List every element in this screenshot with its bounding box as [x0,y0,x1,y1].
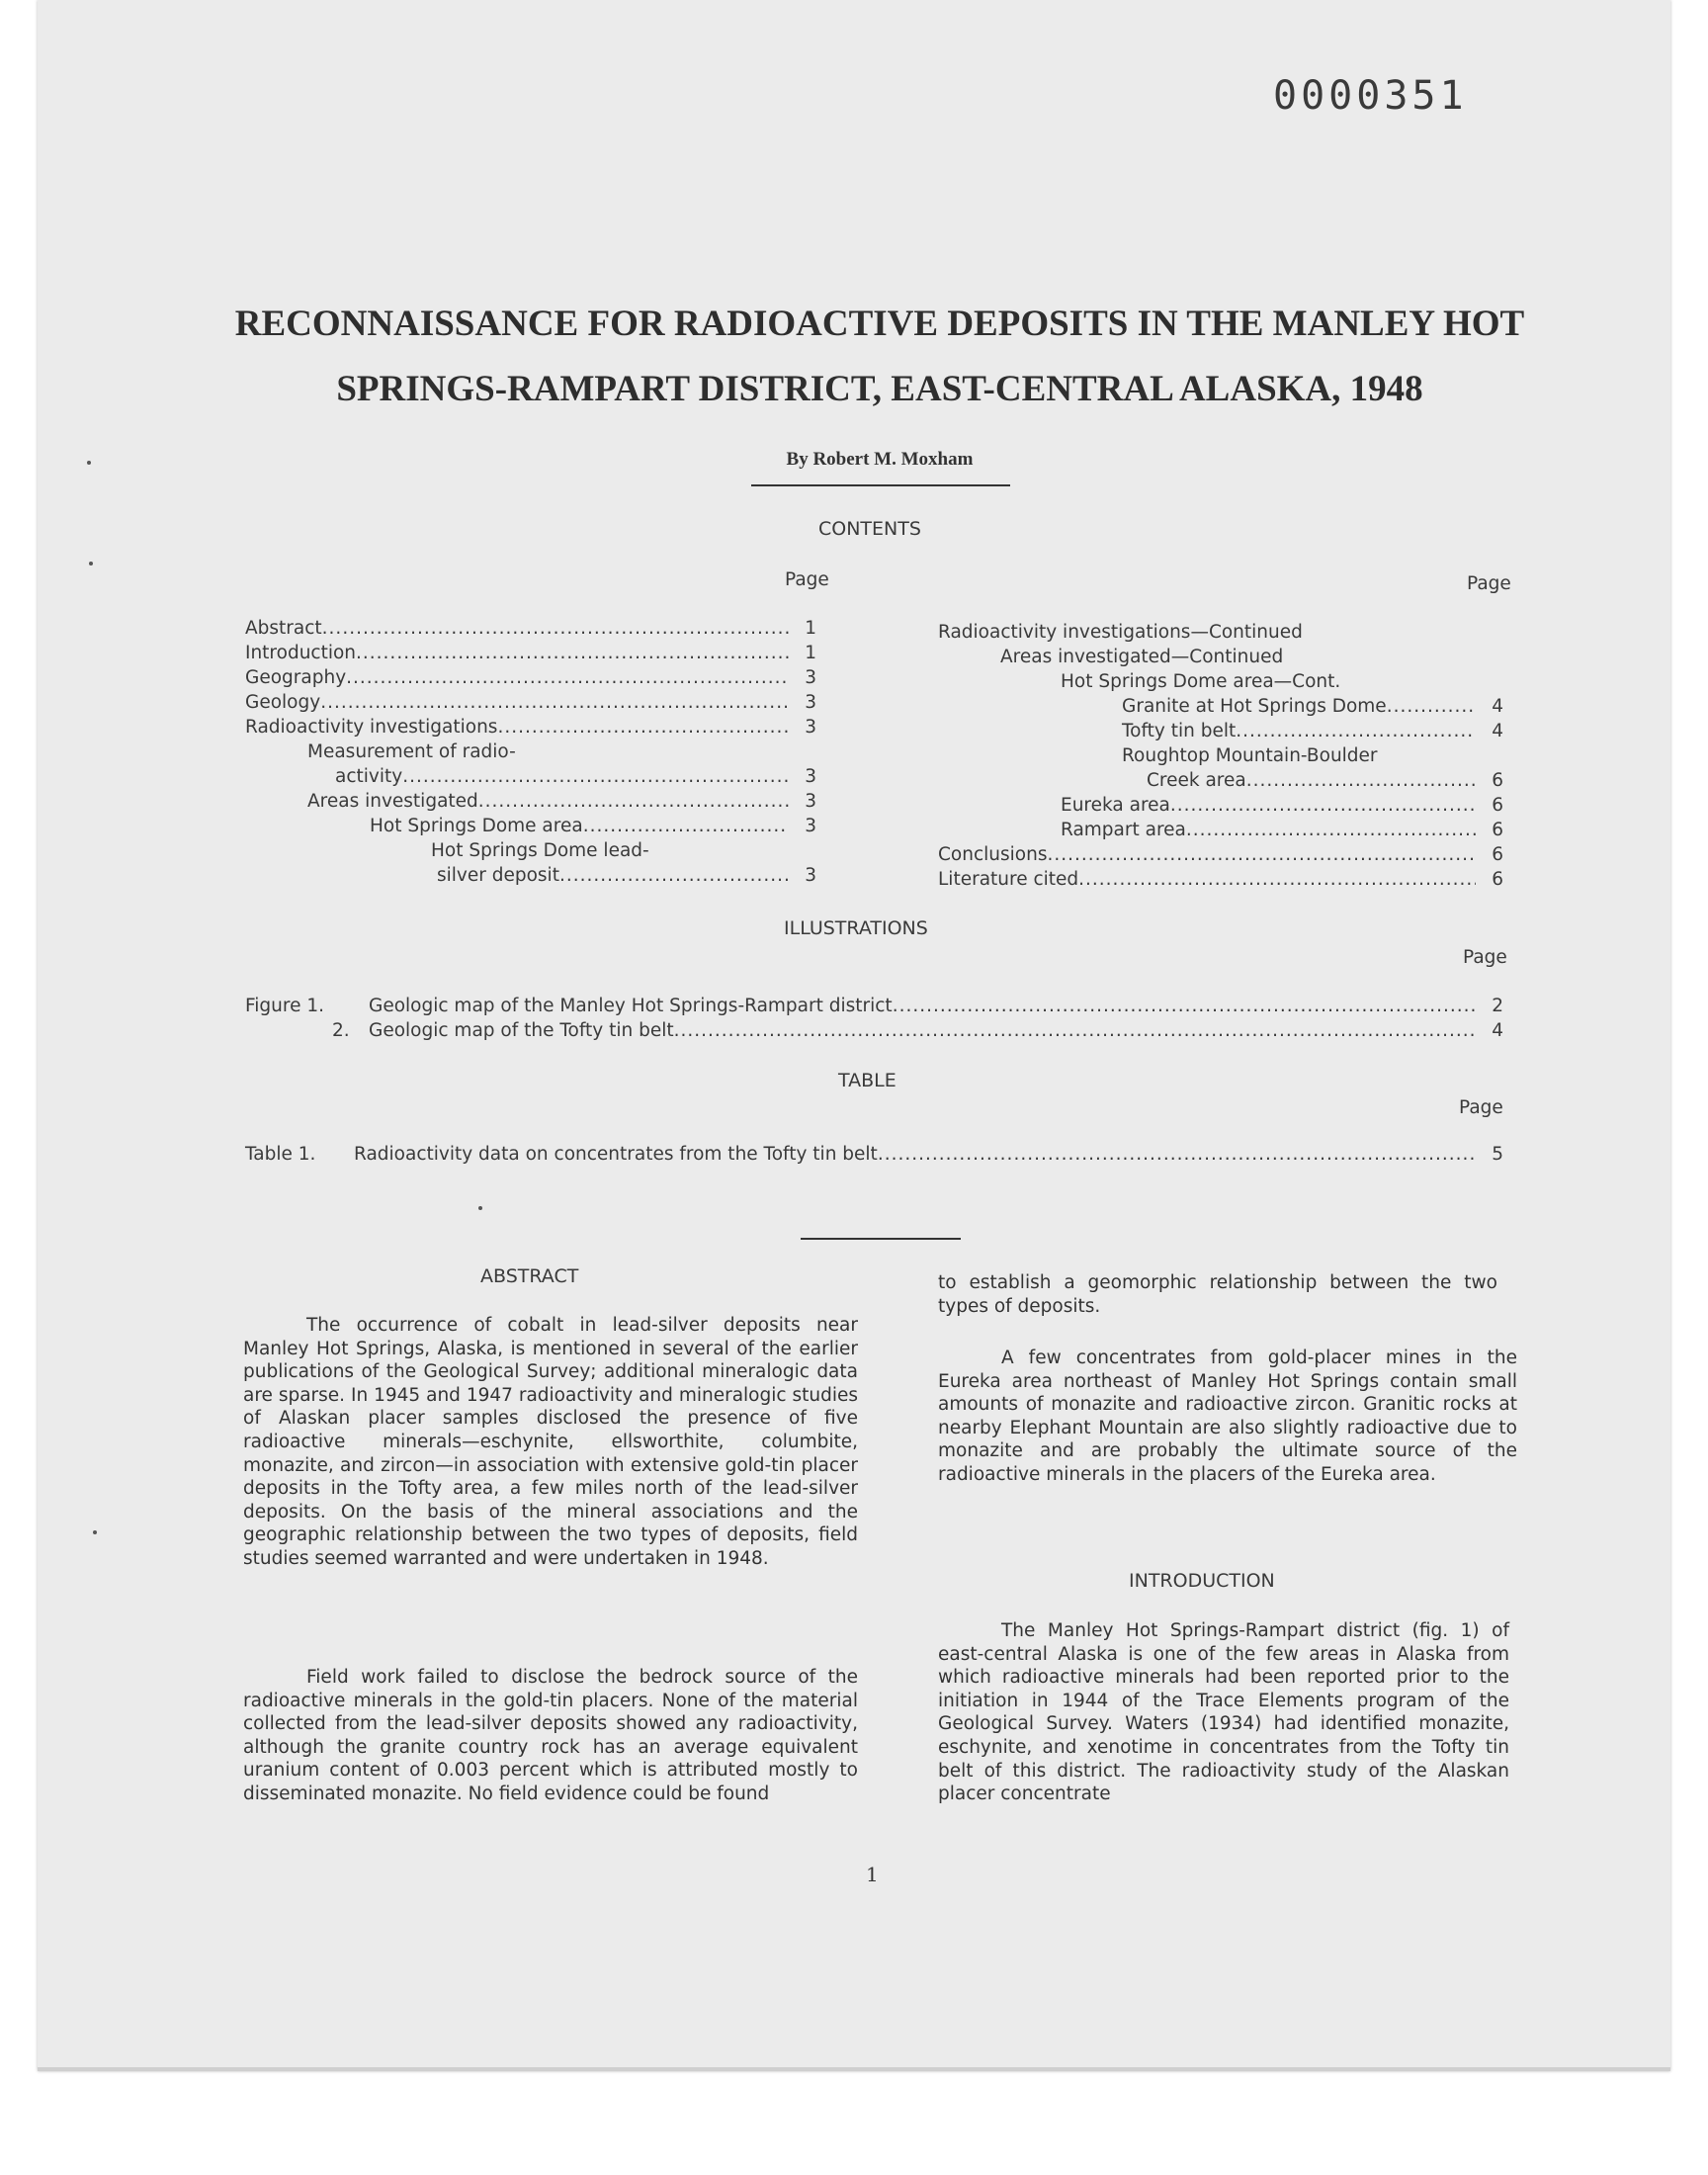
toc-page: 1 [805,643,816,663]
leader-dots [322,617,789,641]
toc-page: 4 [1492,721,1503,741]
leader-dots [497,716,789,740]
illustrations-heading: ILLUSTRATIONS [784,917,928,939]
table-heading: TABLE [838,1070,897,1091]
leader-dots [478,790,789,814]
toc-entry[interactable] [245,666,816,690]
toc-entry[interactable] [1061,794,1503,818]
toc-page: 6 [1492,869,1503,890]
contents-heading: CONTENTS [818,518,921,540]
scan-speck [87,461,91,465]
table-page: 5 [1492,1144,1503,1165]
toc-entry[interactable] [938,868,1503,892]
author-rule [751,484,1010,486]
figure-number: 2. [332,1020,350,1041]
toc-label: Granite at Hot Springs Dome [1122,696,1387,717]
toc-entry[interactable] [437,864,816,888]
toc-entry[interactable] [1147,769,1503,793]
toc-label-continued: Roughtop Mountain-Boulder [1122,745,1378,766]
scan-speck [93,1530,97,1534]
toc-page: 3 [805,865,816,886]
leader-dots [1170,794,1476,818]
illustrations-page-label: Page [1463,947,1507,968]
toc-page: 3 [805,816,816,836]
toc-label: Tofty tin belt [1122,721,1237,741]
toc-page: 3 [805,791,816,812]
toc-label: Rampart area [1061,820,1186,840]
toc-page: 4 [1492,696,1503,717]
leader-dots [878,1143,1476,1167]
figure-entry[interactable] [369,1019,1503,1043]
leader-dots [402,765,789,789]
table-entry[interactable] [354,1143,1503,1167]
figure-number: Figure 1. [245,996,325,1016]
leader-dots [1236,720,1476,743]
table-label: Radioactivity data on concentrates from the Tofty tin belt [354,1144,878,1165]
toc-entry[interactable] [1061,819,1503,842]
toc-label: Areas investigated [307,791,478,812]
scan-speck [478,1206,482,1210]
contents-page-label-left: Page [785,569,829,590]
toc-label: Hot Springs Dome area [370,816,583,836]
leader-dots [559,864,789,888]
leader-dots [893,995,1476,1018]
toc-page: 6 [1492,795,1503,816]
toc-page: 6 [1492,770,1503,791]
toc-entry[interactable] [245,617,816,641]
toc-entry[interactable] [245,642,816,665]
leader-dots [320,691,789,715]
toc-label: Creek area [1147,770,1246,791]
toc-entry[interactable] [1122,695,1503,719]
toc-label: Literature cited [938,869,1079,890]
toc-entry[interactable] [245,691,816,715]
leader-dots [674,1019,1476,1043]
toc-label: Eureka area [1061,795,1170,816]
toc-entry[interactable] [307,790,816,814]
abstract-paragraph-3: to establish a geomorphic relationship between the two types of deposits. [938,1272,1497,1317]
abstract-paragraph-2: Field work failed to disclose the bedrock source of the radioactive minerals in the gold-tin placers. None of the material collected from the lead-silver deposits showed any radioactivity, although the granite country rock has an average equivalent uranium content of 0.003 percent which is attributed mostly to disseminated monazite. No field evidence could be found [243,1667,858,1804]
title-line-1: RECONNAISSANCE FOR RADIOACTIVE DEPOSITS IN THE MANLEY HOT [234,304,1525,344]
introduction-paragraph-1: The Manley Hot Springs-Rampart district (fig. 1) of east-central Alaska is one of the few areas in Alaska from which radioactive minerals had been reported prior to the initiation in 1944 of the Trace Elements program of the Geological Survey. Waters (1934) had identified monazite, eschynite, and xenotime in concentrates from the Tofty tin belt of this district. The radioactivity study of the Alaskan placer concentrate [938,1620,1509,1805]
figure-entry[interactable] [369,995,1503,1018]
leader-dots [346,666,789,690]
figure-page: 2 [1492,996,1503,1016]
leader-dots [1047,843,1476,867]
leader-dots [1186,819,1476,842]
toc-entry[interactable] [1122,720,1503,743]
abstract-paragraph-4: A few concentrates from gold-placer mines in the Eureka area northeast of Manley Hot Springs contain small amounts of monazite and radioactive zircon. Granitic rocks at nearby Elephant Mountain are also slightly radioactive due to monazite and are probably the ultimate source of the radioactive minerals in the placers of the Eureka area. [938,1348,1517,1485]
toc-label: activity [335,766,403,787]
toc-label-continued: Measurement of radio- [307,741,516,762]
toc-label: silver deposit [437,865,559,886]
toc-label-continued: Areas investigated—Continued [1000,647,1284,667]
introduction-heading: INTRODUCTION [1129,1570,1275,1592]
toc-entry[interactable] [335,765,816,789]
toc-page: 6 [1492,844,1503,865]
figure-label: Geologic map of the Tofty tin belt [369,1020,674,1041]
leader-dots [1078,868,1476,892]
leader-dots [356,642,789,665]
leader-dots [583,815,789,838]
contents-page-label-right: Page [1467,573,1511,594]
page-number: 1 [866,1863,879,1886]
scan-speck [89,562,93,566]
abstract-paragraph-1: The occurrence of cobalt in lead-silver deposits near Manley Hot Springs, Alaska, is mentioned in several of the earlier publications of the Geological Survey; additional mineralogic data are sparse. In 1945 and 1947 radioactivity and mineralogic studies of Alaskan placer samples disclosed the presence of five radioactive minerals—eschynite, ellsworthite, columbite, monazite, and zircon—in association with extensive gold-tin placer deposits in the Tofty area, a few miles north of the lead-silver deposits. On the basis of the mineral associations and the geographic relationship between the two types of deposits, field studies seemed warranted and were undertaken in 1948. [243,1315,858,1569]
toc-page: 1 [805,618,816,639]
toc-entry[interactable] [938,843,1503,867]
toc-label: Abstract [245,618,322,639]
toc-page: 3 [805,667,816,688]
toc-entry[interactable] [370,815,816,838]
document-number: 0000351 [1273,73,1468,119]
toc-label: Geology [245,692,321,713]
toc-page: 3 [805,692,816,713]
author-line: By Robert M. Moxham [786,449,974,470]
abstract-heading: ABSTRACT [480,1265,579,1287]
toc-label: Radioactivity investigations [245,717,498,738]
toc-label-continued: Hot Springs Dome area—Cont. [1061,671,1341,692]
table-number: Table 1. [245,1144,316,1165]
toc-label: Introduction [245,643,357,663]
figure-label: Geologic map of the Manley Hot Springs-Rampart district [369,996,893,1016]
toc-page: 6 [1492,820,1503,840]
toc-label-continued: Hot Springs Dome lead- [431,840,649,861]
table-page-label: Page [1459,1097,1503,1118]
toc-label: Geography [245,667,347,688]
figure-page: 4 [1492,1020,1503,1041]
toc-page: 3 [805,766,816,787]
toc-label-continued: Radioactivity investigations—Continued [938,622,1303,643]
title-line-2: SPRINGS-RAMPART DISTRICT, EAST-CENTRAL ALASKA, 1948 [336,369,1423,409]
toc-page: 3 [805,717,816,738]
section-divider [801,1238,961,1240]
toc-entry[interactable] [245,716,816,740]
toc-label: Conclusions [938,844,1048,865]
leader-dots [1246,769,1476,793]
leader-dots [1387,695,1476,719]
